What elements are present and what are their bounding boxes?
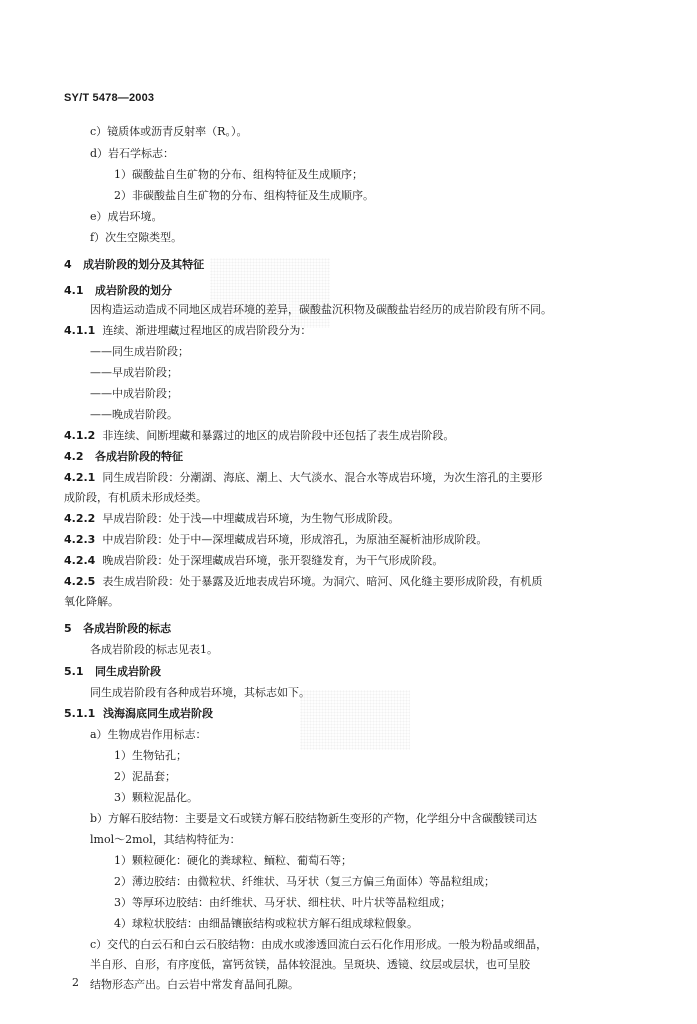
section-number: 5.1	[64, 665, 84, 678]
sub-item: 3）等厚环边胶结：由纤维状、马牙状、细柱状、叶片状等晶粒组成；	[114, 896, 451, 909]
clause-4-2-4	[64, 554, 443, 568]
section-title: 同生成岩阶段	[95, 665, 161, 678]
sub-item-2: 2）非碳酸盐自生矿物的分布、组构特征及生成顺序。	[114, 189, 374, 202]
sub-item: 2）泥晶套；	[114, 770, 176, 783]
clause-4-2-2	[64, 512, 399, 526]
scan-noise	[210, 258, 330, 328]
section-4-2-heading	[64, 450, 183, 464]
list-item-f: f）次生空隙类型。	[90, 231, 183, 244]
clause-text: 中成岩阶段：处于中—深埋藏成岩环境，形成溶孔，为原油至凝析油形成阶段。	[102, 533, 488, 546]
clause-text: 同生成岩阶段：分潮湖、海底、潮上、大气淡水、混合水等成岩环境，为次生溶孔的主要形	[102, 471, 543, 484]
clause-text: 连续、渐进埋藏过程地区的成岩阶段分为：	[102, 324, 312, 337]
list-continuation: 结物形态产出。白云岩中常发育晶间孔隙。	[90, 978, 299, 991]
clause-text: 早成岩阶段：处于浅—中埋藏成岩环境，为生物气形成阶段。	[102, 512, 400, 525]
clause-4-1-1	[64, 324, 311, 338]
section-5-1-1-heading	[64, 707, 213, 721]
clause-4-1-2	[64, 429, 454, 443]
clause-4-2-1	[64, 471, 542, 485]
sub-item: 2）薄边胶结：由微粒状、纤维状、马牙状（复三方偏三角面体）等晶粒组成；	[114, 875, 495, 888]
page-number: 2	[72, 976, 79, 989]
sub-item-1: 1）碳酸盐自生矿物的分布、组构特征及生成顺序；	[114, 168, 363, 181]
section-number: 4.1	[64, 284, 84, 297]
list-item-e: e）成岩环境。	[90, 210, 163, 223]
section-title: 浅海潟底同生成岩阶段	[103, 707, 213, 720]
list-continuation: lmol～2mol，其结构特征为：	[90, 833, 241, 846]
section-4-1-heading	[64, 284, 172, 298]
sub-item: 1）颗粒硬化：硬化的粪球粒、鲕粒、葡萄石等；	[114, 854, 352, 867]
dash-item: ——同生成岩阶段；	[90, 345, 189, 358]
clause-number: 4.2.1	[64, 471, 96, 484]
list-item-b: b）方解石胶结物：主要是文石或镁方解石胶结物新生变形的产物，化学组分中含碳酸镁司达	[90, 812, 538, 825]
section-5-1-heading	[64, 665, 161, 679]
clause-continuation: 成阶段，有机质未形成烃类。	[64, 491, 207, 504]
section-number: 5.1.1	[64, 707, 96, 720]
section-title: 成岩阶段的划分及其特征	[83, 258, 205, 271]
dash-item: ——晚成岩阶段。	[90, 408, 178, 421]
clause-number: 4.2.5	[64, 575, 96, 588]
list-continuation: 半自形、自形，有序度低，富钙贫镁，晶体较混浊。呈斑块、透镜、纹层或层状，也可呈胶	[90, 958, 530, 971]
section-4-heading	[64, 258, 204, 272]
section-number: 5	[64, 622, 72, 635]
sub-item: 3）颗粒泥晶化。	[114, 791, 198, 804]
dash-item: ——早成岩阶段；	[90, 366, 178, 379]
clause-continuation: 氧化降解。	[64, 595, 119, 608]
section-number: 4.2	[64, 450, 84, 463]
section-title: 成岩阶段的划分	[95, 284, 172, 297]
clause-text: 表生成岩阶段：处于暴露及近地表成岩环境。为洞穴、暗河、风化缝主要形成阶段，有机质	[102, 575, 543, 588]
clause-number: 4.1.1	[64, 324, 96, 337]
paragraph: 同生成岩阶段有各种成岩环境，其标志如下。	[90, 686, 310, 699]
section-5-heading	[64, 622, 171, 636]
clause-text: 非连续、间断埋藏和暴露过的地区的成岩阶段中还包括了表生成岩阶段。	[102, 429, 455, 442]
section-number: 4	[64, 258, 72, 271]
section-title: 各成岩阶段的标志	[83, 622, 172, 635]
dash-item: ——中成岩阶段；	[90, 387, 178, 400]
section-title: 各成岩阶段的特征	[95, 450, 183, 463]
list-item-a: a）生物成岩作用标志：	[90, 728, 207, 741]
list-item-c2: c）交代的白云石和白云石胶结物：由成水或渗透回流白云石化作用形成。一般为粉晶或细晶，	[90, 938, 548, 951]
paragraph: 因构造运动造成不同地区成岩环境的差异，碳酸盐沉积物及碳酸盐岩经历的成岩阶段有所不同。	[90, 303, 552, 316]
sub-item: 1）生物钻孔；	[114, 749, 187, 762]
scan-noise	[300, 690, 410, 750]
clause-number: 4.2.3	[64, 533, 96, 546]
clause-number: 4.2.4	[64, 554, 96, 567]
clause-number: 4.2.2	[64, 512, 96, 525]
clause-number: 4.1.2	[64, 429, 96, 442]
list-item-c: c）镜质体或沥青反射率（R。）。	[90, 125, 248, 138]
sub-item: 4）球粒状胶结：由细晶镶嵌结构或粒状方解石组成球粒假象。	[114, 917, 418, 930]
standard-code-header: SY/T 5478—2003	[64, 92, 155, 104]
list-item-d: d）岩石学标志：	[90, 147, 175, 160]
clause-4-2-5	[64, 575, 542, 589]
clause-4-2-3	[64, 533, 487, 547]
clause-text: 晚成岩阶段：处于深埋藏成岩环境，张开裂缝发育，为干气形成阶段。	[102, 554, 444, 567]
paragraph: 各成岩阶段的标志见表1。	[90, 643, 218, 656]
